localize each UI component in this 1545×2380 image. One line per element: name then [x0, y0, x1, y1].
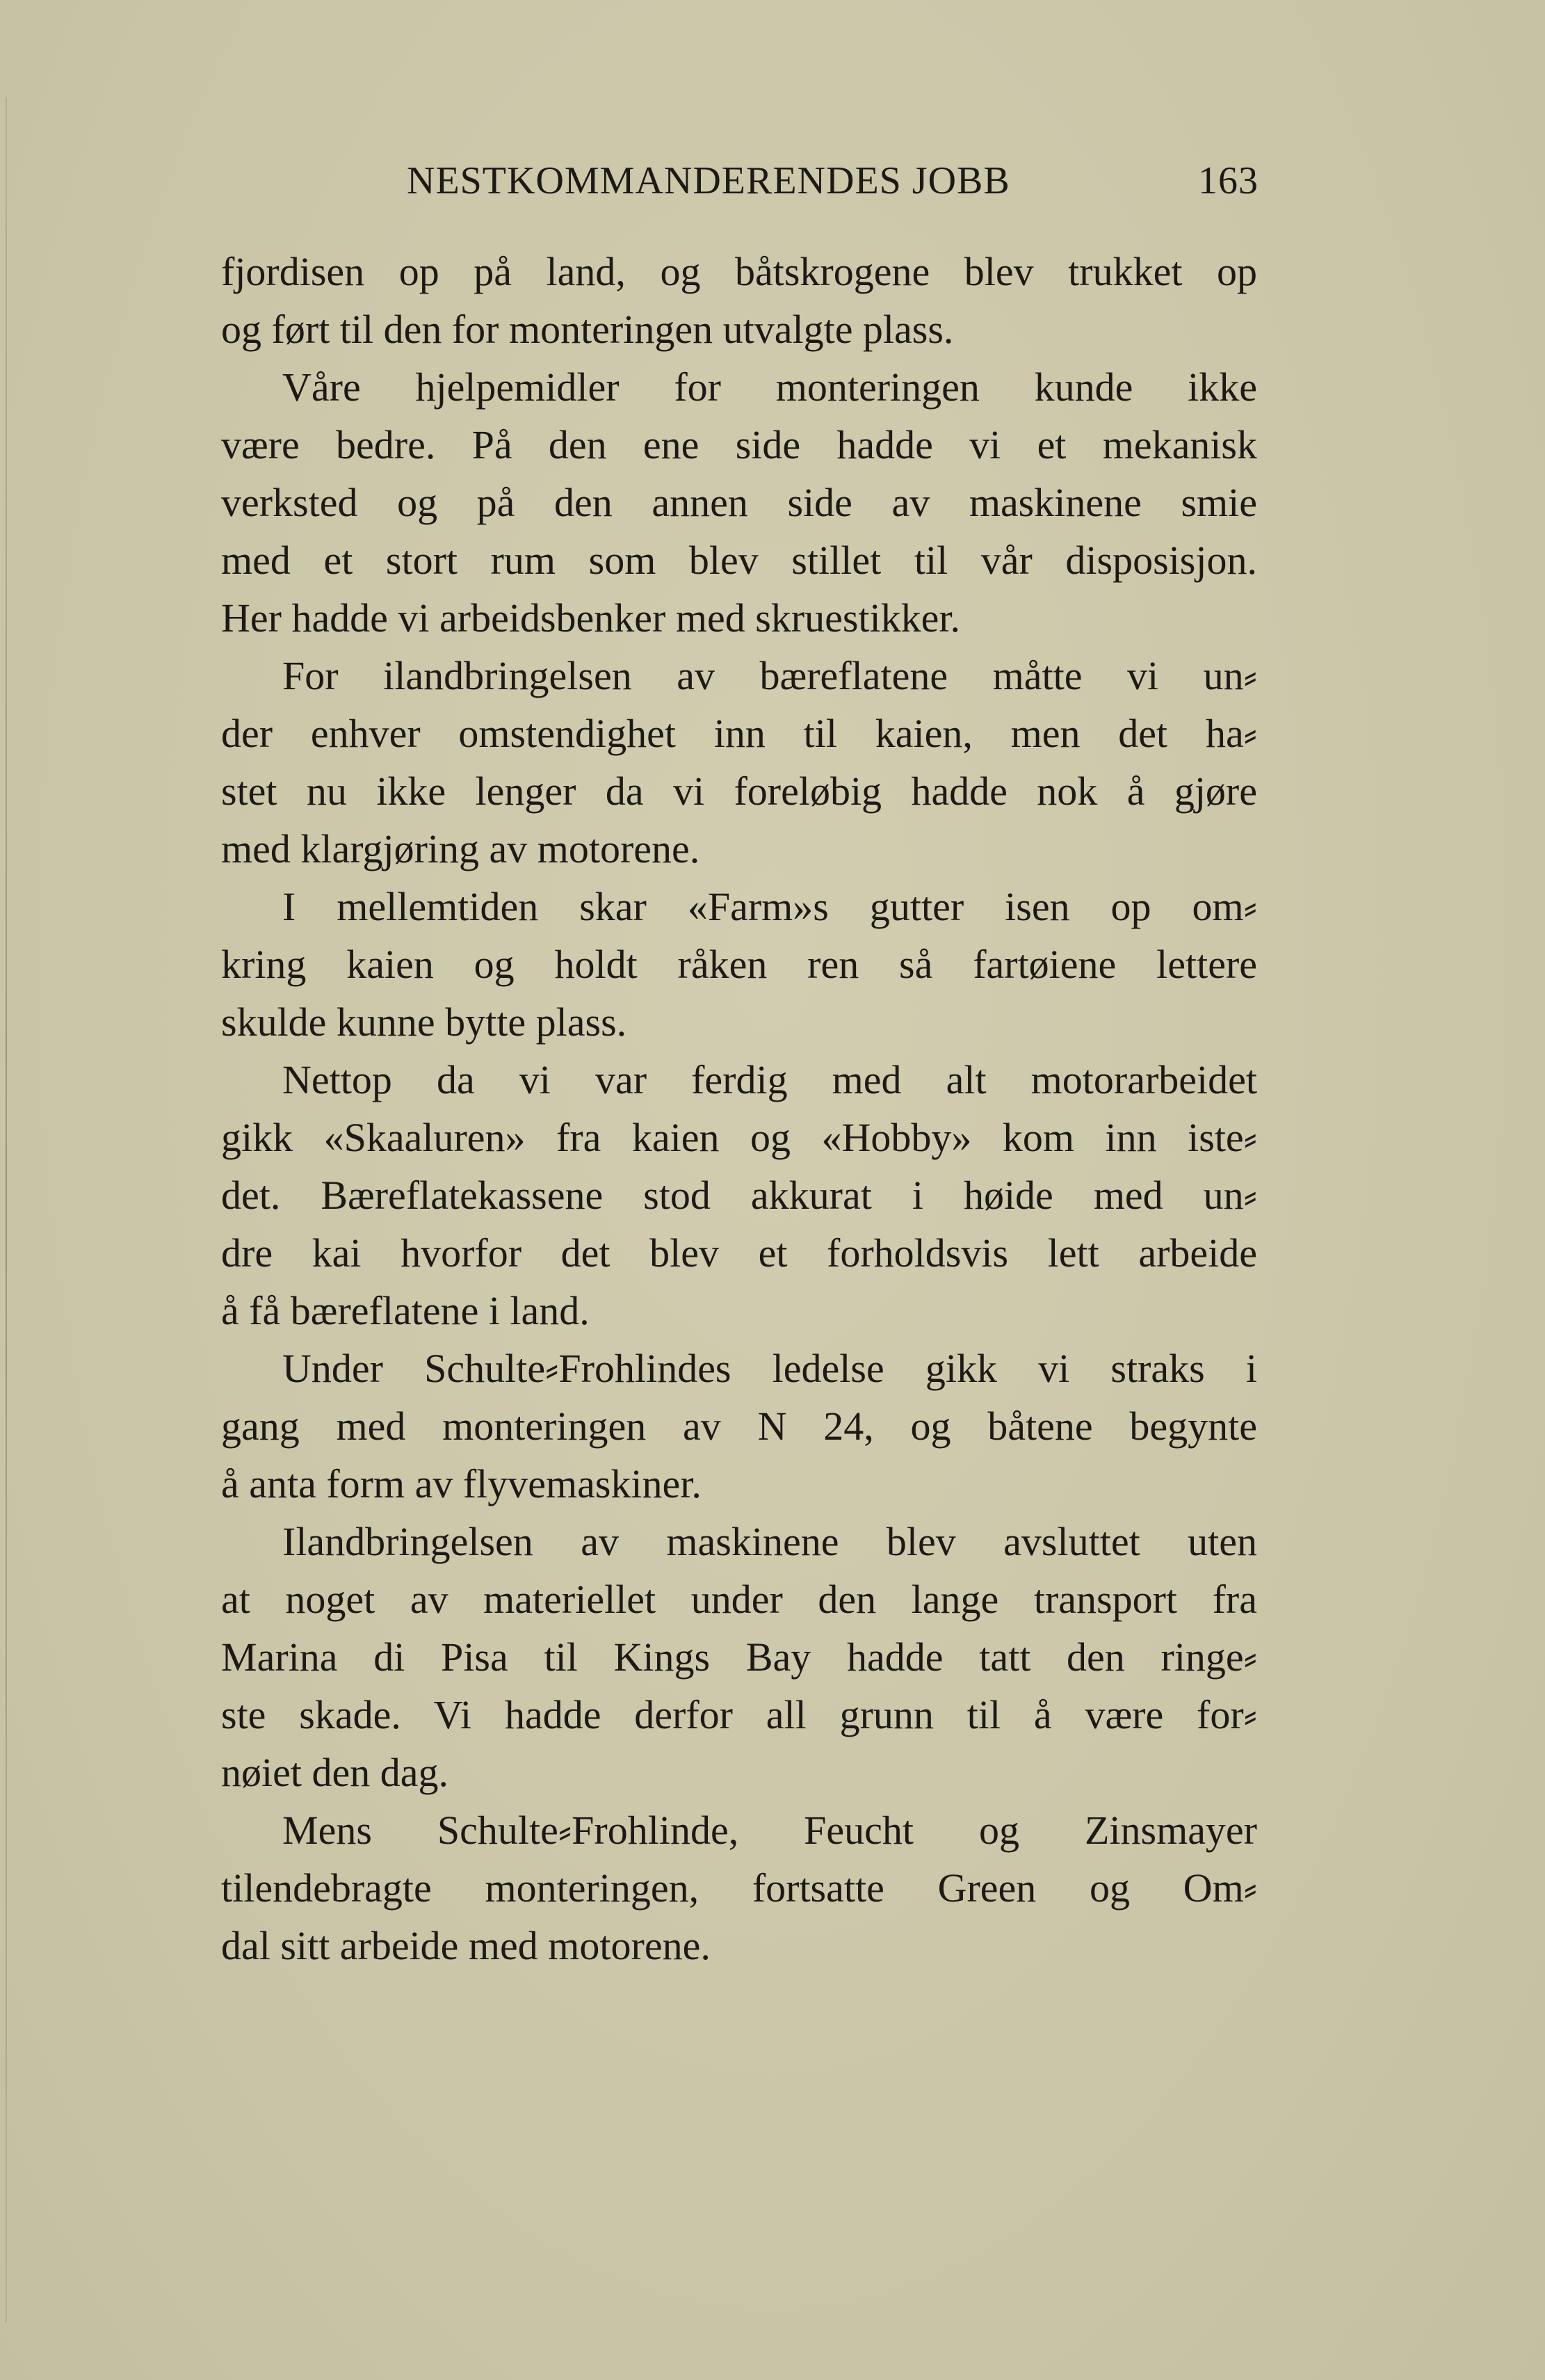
- text-line: ste skade. Vi hadde derfor all grunn til å være for⸗: [221, 1692, 1257, 1737]
- page-edge-shadow: [6, 97, 7, 2323]
- text-line: dal sitt arbeide med motorene.: [221, 1923, 711, 1968]
- text-line: Mens Schulte⸗Frohlinde, Feucht og Zinsmayer: [282, 1808, 1257, 1853]
- text-line: verksted og på den annen side av maskinene smie: [221, 480, 1257, 525]
- text-line: Våre hjelpemidler for monteringen kunde ikke: [282, 364, 1257, 410]
- text-line: å anta form av flyvemaskiner.: [221, 1461, 702, 1506]
- text-line: å få bæreflatene i land.: [221, 1288, 590, 1333]
- text-line: Marina di Pisa til Kings Bay hadde tatt den ringe⸗: [221, 1634, 1257, 1680]
- text-line: dre kai hvorfor det blev et forholdsvis lett arbeide: [221, 1230, 1257, 1276]
- text-line: gang med monteringen av N 24, og båtene begynte: [221, 1404, 1257, 1449]
- text-line: For ilandbringelsen av bæreflatene måtte vi un⸗: [282, 653, 1257, 698]
- text-line: stet nu ikke lenger da vi foreløbig hadde nok å gjøre: [221, 769, 1257, 814]
- text-line: skulde kunne bytte plass.: [221, 999, 627, 1045]
- text-line: kring kaien og holdt råken ren så fartøiene lettere: [221, 942, 1257, 987]
- text-line: nøiet den dag.: [221, 1750, 448, 1795]
- text-line: med klargjøring av motorene.: [221, 826, 700, 871]
- text-line: I mellemtiden skar «Farm»s gutter isen op om⸗: [282, 884, 1257, 929]
- text-line: Ilandbringelsen av maskinene blev avsluttet uten: [282, 1519, 1257, 1564]
- page-number: 163: [1198, 159, 1259, 202]
- page-header: [223, 159, 1259, 207]
- body-text: [221, 243, 1257, 1975]
- text-line: gikk «Skaaluren» fra kaien og «Hobby» kom inn iste⸗: [221, 1115, 1257, 1160]
- text-line: Under Schulte⸗Frohlindes ledelse gikk vi straks i: [282, 1346, 1257, 1391]
- text-line: at noget av materiellet under den lange transport fra: [221, 1577, 1257, 1622]
- text-line: og ført til den for monteringen utvalgte plass.: [221, 307, 954, 352]
- text-line: fjordisen op på land, og båtskrogene blev trukket op: [221, 249, 1257, 294]
- text-line: tilendebragte monteringen, fortsatte Green og Om⸗: [221, 1865, 1257, 1911]
- text-line: med et stort rum som blev stillet til vår disposisjon.: [221, 538, 1257, 583]
- text-line: Her hadde vi arbeidsbenker med skruestikker.: [221, 595, 960, 641]
- text-line: det. Bæreflatekassene stod akkurat i høide med un⸗: [221, 1173, 1257, 1218]
- text-line: der enhver omstendighet inn til kaien, men det ha⸗: [221, 711, 1257, 756]
- text-line: være bedre. På den ene side hadde vi et mekanisk: [221, 422, 1257, 467]
- running-title: NESTKOMMANDERENDES JOBB: [407, 159, 1010, 202]
- text-line: Nettop da vi var ferdig med alt motorarbeidet: [282, 1057, 1257, 1102]
